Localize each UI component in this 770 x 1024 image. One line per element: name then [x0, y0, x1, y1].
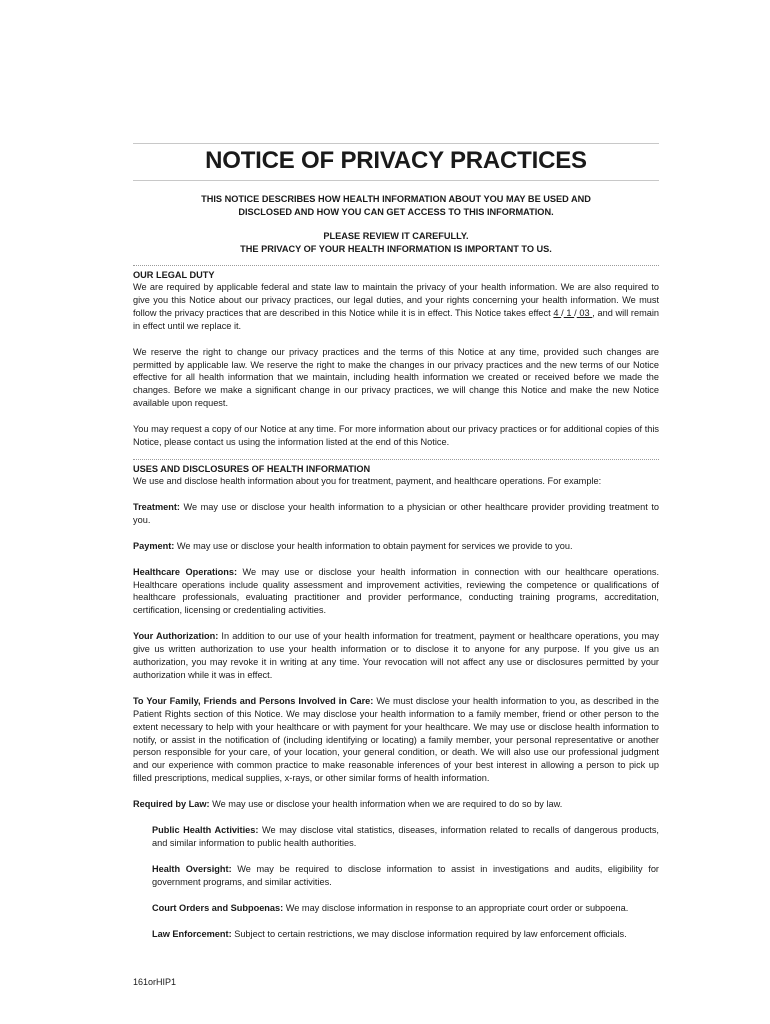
- legal-duty-heading: OUR LEGAL DUTY: [133, 270, 215, 280]
- family-paragraph: [133, 695, 659, 785]
- public-health-text: We may disclose vital statistics, diseases, information related to recalls of dangerous products, and similar information to public health authorities.: [152, 825, 659, 848]
- payment-text: We may use or disclose your health information to obtain payment for services we provide to you.: [174, 540, 573, 551]
- title-rule: [133, 180, 659, 181]
- authorization-paragraph: [133, 630, 659, 682]
- notice-description: [133, 193, 659, 219]
- law-enforcement-paragraph: [152, 928, 659, 941]
- court-orders-text: We may disclose information in response to an appropriate court order or subpoena.: [283, 902, 629, 913]
- required-by-law-text: We may use or disclose your health information when we are required to do so by law.: [209, 799, 563, 810]
- treatment-label: Treatment:: [133, 501, 180, 512]
- law-enforcement-text: Subject to certain restrictions, we may disclose information required by law enforcement officials.: [231, 928, 627, 939]
- legal-duty-paragraph-3: You may request a copy of our Notice at any time. For more information about our privacy practices or for additional copies of this Notice, please contact us using the information listed at the end of this Notice.: [133, 424, 659, 448]
- page-title: NOTICE OF PRIVACY PRACTICES: [205, 147, 587, 174]
- section-divider: [133, 459, 659, 460]
- legal-duty-paragraph-2: We reserve the right to change our privacy practices and the terms of this Notice at any time, provided such changes are permitted by applicable law. We reserve the right to make the changes in our privacy practices and the new terms of our Notice effective for all health information that we maintain, including health information we created or received before we made the changes. Before we make a significant change in our privacy practices, we will change this Notice and make the new Notice available upon request.: [133, 346, 659, 409]
- public-health-label: Public Health Activities:: [152, 825, 259, 836]
- required-by-law-label: Required by Law:: [133, 799, 210, 810]
- description-line-1: THIS NOTICE DESCRIBES HOW HEALTH INFORMATION ABOUT YOU MAY BE USED AND: [201, 194, 591, 204]
- family-text: We must disclose your health information to you, as described in the Patient Rights section of this Notice. We may disclose your health information to a family member, friend or other person to the extent necessary to help with your healthcare or with payment for your healthcare. We may use or disclose health information to notify, or assist in the notification of (including identifying or locating) a family member, your personal representative or another person responsible for your care, of your location, your general condition, or death. We will also use our professional judgment and our experience with common practice to make reasonable inferences of your best interest in allowing a person to pick up filled prescriptions, medical supplies, x-rays, or other similar forms of health information.: [133, 695, 659, 784]
- date-separator: /: [561, 307, 564, 318]
- description-line-2: DISCLOSED AND HOW YOU CAN GET ACCESS TO THIS INFORMATION.: [238, 207, 554, 217]
- health-oversight-paragraph: [152, 863, 659, 889]
- treatment-paragraph: [133, 501, 659, 527]
- operations-text: We may use or disclose your health information in connection with our healthcare operations. Healthcare operations include quality assessment and improvement activities, reviewing the competence or qualifications of healthcare professionals, evaluating practitioner and provider performance, conducting training programs, accreditation, certification, licensing or credentialing activities.: [133, 566, 659, 616]
- law-enforcement-label: Law Enforcement:: [152, 928, 232, 939]
- health-oversight-text: We may be required to disclose information to assist in investigations and audits, eligibility for government programs, and similar activities.: [152, 863, 659, 887]
- effective-year: 03: [576, 307, 593, 318]
- health-oversight-label: Health Oversight:: [152, 863, 232, 874]
- section-divider: [133, 265, 659, 266]
- public-health-paragraph: [152, 824, 659, 850]
- date-separator: /: [574, 307, 577, 318]
- authorization-text: In addition to our use of your health information for treatment, payment or healthcare operations, you may give us written authorization to use your health information or to disclose it to anyone for any purpose. If you give us an authorization, you may revoke it in writing at any time. Your revocation will not affect any use or disclosures permitted by your authorization while it was in effect.: [133, 631, 659, 680]
- top-rule: [133, 143, 659, 144]
- legal-duty-text: We are required by applicable federal and state law to maintain the privacy of your health information. We are also required to give you this Notice about our privacy practices, our legal duties, and your rights concerning your health information. We must follow the privacy practices that are described in this Notice while it is in effect. This Notice takes effect: [133, 282, 659, 318]
- payment-paragraph: [133, 540, 659, 553]
- authorization-label: Your Authorization:: [133, 631, 219, 642]
- effective-month: 4: [553, 307, 562, 318]
- court-orders-paragraph: [152, 902, 659, 915]
- effective-day: 1: [563, 307, 575, 318]
- review-line-1: PLEASE REVIEW IT CAREFULLY.: [323, 231, 469, 241]
- review-notice: [133, 230, 659, 256]
- treatment-text: We may use or disclose your health information to a physician or other healthcare provider providing treatment to you.: [133, 501, 659, 525]
- payment-label: Payment:: [133, 540, 175, 551]
- review-line-2: THE PRIVACY OF YOUR HEALTH INFORMATION IS IMPORTANT TO US.: [240, 244, 552, 254]
- legal-duty-paragraph-1: [133, 281, 659, 333]
- operations-label: Healthcare Operations:: [133, 566, 238, 577]
- law-subsections: [133, 824, 659, 940]
- form-code: 161orHIP1: [133, 977, 177, 987]
- required-by-law-paragraph: [133, 798, 659, 811]
- uses-intro: We use and disclose health information about you for treatment, payment, and healthcare operations. For example:: [133, 475, 602, 486]
- legal-duty-text-end: , and will remain in effect until we replace it.: [133, 307, 660, 331]
- uses-heading: USES AND DISCLOSURES OF HEALTH INFORMATION: [133, 463, 371, 474]
- court-orders-label: Court Orders and Subpoenas:: [152, 902, 284, 913]
- notice-document: [133, 143, 659, 941]
- family-label: To Your Family, Friends and Persons Involved in Care:: [133, 695, 374, 706]
- operations-paragraph: [133, 566, 659, 618]
